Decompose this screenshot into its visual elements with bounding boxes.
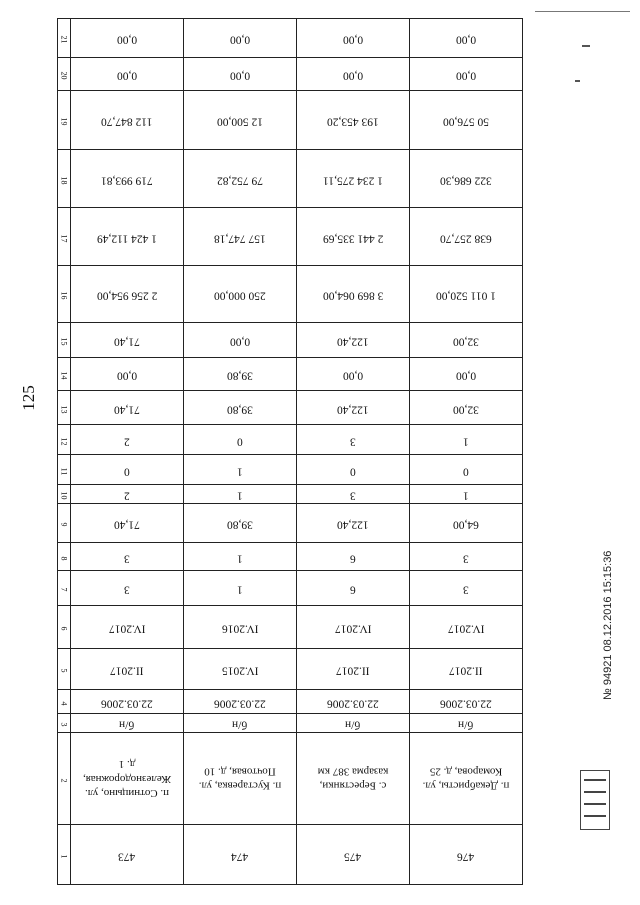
cell-value: 0,00 (116, 369, 138, 382)
cell-value: 50 576,00 (443, 115, 489, 128)
table-row (58, 266, 523, 323)
top-edge-line (535, 11, 630, 12)
cell-value: 1 (237, 489, 243, 502)
cell-value: 32,00 (453, 335, 479, 348)
table-cell (184, 504, 297, 543)
column-index (58, 58, 71, 91)
column-index-label: 17 (59, 234, 69, 242)
cell-value: 0,00 (342, 69, 364, 82)
table-cell (184, 455, 297, 485)
cell-value: п. Кустаревка, ул. Почтовая, д. 10 (198, 765, 282, 792)
table-cell (297, 690, 410, 714)
table-row (58, 391, 523, 425)
column-index (58, 391, 71, 425)
cell-value: 71,40 (114, 518, 140, 531)
table-cell (410, 485, 523, 504)
cell-value: 3 (124, 583, 130, 596)
data-table (57, 18, 523, 885)
table-cell (184, 266, 297, 323)
table-cell (410, 91, 523, 150)
table-cell (297, 358, 410, 391)
cell-value: 2 256 954,00 (96, 289, 158, 302)
table-cell (71, 485, 184, 504)
table-cell (71, 504, 184, 543)
table-cell (297, 543, 410, 571)
cell-value: IV.2015 (221, 664, 259, 677)
cell-value: 1 (463, 489, 469, 502)
table-cell (71, 690, 184, 714)
cell-value: 32,00 (453, 402, 479, 415)
table-row (58, 425, 523, 455)
table-cell (297, 19, 410, 58)
cell-value: 1 (237, 551, 243, 564)
column-index (58, 323, 71, 358)
table-cell (71, 266, 184, 323)
cell-value: 0 (237, 434, 243, 447)
cell-value: 6 (350, 583, 356, 596)
cell-value: 3 (124, 551, 130, 564)
table-cell (410, 649, 523, 690)
cell-value: II.2017 (449, 664, 483, 677)
cell-value: 3 (463, 551, 469, 564)
table-cell (71, 91, 184, 150)
cell-value: 2 (124, 489, 130, 502)
cell-value: 0,00 (342, 33, 364, 46)
table-cell (410, 150, 523, 208)
cell-value: 250 000,00 (214, 289, 266, 302)
cell-value: 638 257,70 (440, 231, 492, 244)
table-cell (297, 266, 410, 323)
table-cell (410, 825, 523, 885)
cell-value: 0,00 (229, 69, 251, 82)
table-cell (71, 733, 184, 825)
seal-icon (580, 770, 610, 830)
cell-value: 122,40 (337, 518, 369, 531)
cell-value: 3 (350, 434, 356, 447)
table-cell (297, 606, 410, 649)
cell-value: 473 (118, 849, 136, 862)
cell-value: 64,00 (453, 518, 479, 531)
table-row (58, 19, 523, 58)
table-row (58, 504, 523, 543)
table-cell (410, 455, 523, 485)
column-index-label: 13 (59, 405, 69, 413)
table-cell (71, 571, 184, 606)
page-number: 125 (18, 385, 38, 411)
table-cell (184, 358, 297, 391)
table-cell (410, 266, 523, 323)
column-index (58, 455, 71, 485)
table-cell (184, 571, 297, 606)
table-cell (297, 825, 410, 885)
column-index (58, 485, 71, 504)
cell-value: 22.03.2006 (327, 696, 379, 709)
cell-value: 1 (463, 434, 469, 447)
table-cell (184, 543, 297, 571)
table-cell (410, 58, 523, 91)
column-index (58, 825, 71, 885)
cell-value: 39,80 (227, 518, 253, 531)
table-cell (71, 150, 184, 208)
table-cell (184, 649, 297, 690)
cell-value: 0,00 (116, 33, 138, 46)
cell-value: п. Декабристы, ул. Комарова, д. 25 (422, 765, 510, 792)
table-cell (71, 649, 184, 690)
cell-value: II.2017 (110, 664, 144, 677)
table-cell (297, 391, 410, 425)
table-cell (71, 58, 184, 91)
table-cell (184, 733, 297, 825)
column-index (58, 208, 71, 266)
table-cell (297, 425, 410, 455)
cell-value: с. Берестянки, казарма 387 км (317, 765, 389, 792)
column-index-label: 10 (59, 491, 69, 500)
column-index-label: 2 (59, 778, 69, 782)
table-cell (410, 391, 523, 425)
cell-value: 71,40 (114, 402, 140, 415)
column-index-label: 5 (59, 668, 69, 673)
cell-value: п. Сотницыно, ул. Железнодорожная, д. 1 (82, 758, 172, 799)
cell-value: 474 (231, 849, 249, 862)
cell-value: 1 (237, 464, 243, 477)
cell-value: 2 441 335,69 (322, 231, 384, 244)
table-cell (410, 543, 523, 571)
column-index-label: 8 (59, 556, 69, 560)
table-cell (297, 714, 410, 733)
column-index (58, 649, 71, 690)
table-cell (184, 825, 297, 885)
cell-value: б/н (345, 718, 361, 731)
table-cell (297, 150, 410, 208)
table-cell (410, 425, 523, 455)
column-index-label: 6 (59, 626, 69, 631)
cell-value: 22.03.2006 (214, 696, 266, 709)
column-index-label: 16 (59, 291, 69, 300)
table-cell (184, 690, 297, 714)
cell-value: 0,00 (342, 369, 364, 382)
column-index-label: 4 (59, 701, 69, 705)
cell-value: II.2017 (336, 664, 370, 677)
cell-value: 3 869 064,00 (322, 289, 384, 302)
cell-value: 0,00 (229, 33, 251, 46)
column-index-label: 14 (59, 371, 69, 380)
cell-value: 12 500,00 (217, 115, 263, 128)
cell-value: 193 453,20 (327, 115, 379, 128)
column-index-label: 1 (59, 854, 69, 858)
cell-value: 0,00 (455, 369, 477, 382)
column-index (58, 714, 71, 733)
margin-mark (575, 80, 580, 82)
table-cell (297, 485, 410, 504)
column-index (58, 606, 71, 649)
cell-value: IV.2016 (221, 622, 259, 635)
column-index-label: 20 (59, 71, 69, 80)
cell-value: 475 (344, 849, 362, 862)
table-row (58, 543, 523, 571)
table-cell (184, 323, 297, 358)
table-cell (184, 58, 297, 91)
table-cell (71, 208, 184, 266)
cell-value: 122,40 (337, 335, 369, 348)
table-cell (410, 504, 523, 543)
table-cell (410, 19, 523, 58)
cell-value: 1 234 275,11 (323, 173, 383, 186)
table-row (58, 208, 523, 266)
table-cell (184, 606, 297, 649)
column-index-label: 19 (59, 117, 69, 126)
table-row (58, 485, 523, 504)
cell-value: 0,00 (116, 69, 138, 82)
table-row (58, 606, 523, 649)
column-index (58, 358, 71, 391)
column-index (58, 690, 71, 714)
cell-value: 122,40 (337, 402, 369, 415)
table-cell (71, 714, 184, 733)
margin-mark (582, 45, 590, 47)
table-row (58, 825, 523, 885)
table-cell (410, 358, 523, 391)
table-cell (297, 571, 410, 606)
cell-value: 0,00 (229, 335, 251, 348)
cell-value: IV.2017 (108, 622, 146, 635)
cell-value: 476 (457, 849, 475, 862)
cell-value: 1 (237, 583, 243, 596)
table-row (58, 91, 523, 150)
table-cell (410, 714, 523, 733)
column-index (58, 150, 71, 208)
cell-value: 0 (350, 464, 356, 477)
cell-value: 157 747,18 (214, 231, 266, 244)
table-cell (297, 733, 410, 825)
table-cell (410, 733, 523, 825)
data-table-container (57, 18, 523, 862)
cell-value: 0 (463, 464, 469, 477)
column-index (58, 425, 71, 455)
table-cell (71, 358, 184, 391)
column-index-label: 15 (59, 337, 69, 346)
cell-value: 6 (350, 551, 356, 564)
cell-value: 2 (124, 434, 130, 447)
cell-value: 1 011 520,00 (436, 289, 496, 302)
table-cell (410, 208, 523, 266)
table-row (58, 571, 523, 606)
cell-value: 3 (463, 583, 469, 596)
table-cell (297, 323, 410, 358)
table-row (58, 358, 523, 391)
cell-value: 719 993,81 (101, 173, 153, 186)
table-cell (297, 91, 410, 150)
table-cell (184, 485, 297, 504)
table-row (58, 150, 523, 208)
table-row (58, 649, 523, 690)
cell-value: 79 752,82 (217, 173, 263, 186)
table-cell (184, 714, 297, 733)
table-cell (71, 19, 184, 58)
table-cell (184, 19, 297, 58)
table-cell (184, 208, 297, 266)
column-index-label: 12 (59, 437, 69, 445)
cell-value: 112 847,70 (101, 115, 153, 128)
table-cell (410, 606, 523, 649)
column-index (58, 733, 71, 825)
table-cell (297, 649, 410, 690)
column-index (58, 571, 71, 606)
cell-value: 22.03.2006 (440, 696, 492, 709)
table-cell (71, 606, 184, 649)
cell-value: б/н (232, 718, 248, 731)
column-index-label: 11 (59, 467, 69, 475)
column-index (58, 91, 71, 150)
table-row (58, 323, 523, 358)
table-cell (184, 425, 297, 455)
cell-value: 0,00 (455, 33, 477, 46)
table-cell (184, 391, 297, 425)
table-cell (297, 504, 410, 543)
column-index (58, 543, 71, 571)
cell-value: 0,00 (455, 69, 477, 82)
cell-value: 3 (350, 489, 356, 502)
column-index (58, 19, 71, 58)
table-cell (410, 571, 523, 606)
table-cell (71, 825, 184, 885)
cell-value: 1 424 112,49 (97, 231, 157, 244)
table-row (58, 455, 523, 485)
cell-value: IV.2017 (447, 622, 485, 635)
table-cell (184, 150, 297, 208)
column-index-label: 21 (59, 35, 69, 44)
table-cell (410, 323, 523, 358)
column-index-label: 7 (59, 587, 69, 592)
cell-value: б/н (119, 718, 135, 731)
table-cell (297, 58, 410, 91)
table-cell (71, 455, 184, 485)
column-index-label: 9 (59, 522, 69, 527)
table-cell (71, 323, 184, 358)
cell-value: 322 686,30 (440, 173, 492, 186)
cell-value: IV.2017 (334, 622, 372, 635)
cell-value: 22.03.2006 (101, 696, 153, 709)
table-cell (297, 208, 410, 266)
table-cell (71, 391, 184, 425)
table-cell (184, 91, 297, 150)
registration-stamp: № 94921 08.12.2016 15:15:36 (602, 550, 614, 700)
table-cell (71, 543, 184, 571)
cell-value: 39,80 (227, 402, 253, 415)
cell-value: 0 (124, 464, 130, 477)
table-row (58, 58, 523, 91)
column-index (58, 504, 71, 543)
cell-value: 39,80 (227, 369, 253, 382)
table-cell (297, 455, 410, 485)
table-row (58, 714, 523, 733)
table-cell (410, 690, 523, 714)
table-row (58, 690, 523, 714)
cell-value: б/н (458, 718, 474, 731)
cell-value: 71,40 (114, 335, 140, 348)
column-index-label: 3 (59, 722, 69, 727)
table-cell (71, 425, 184, 455)
column-index-label: 18 (59, 176, 69, 184)
column-index (58, 266, 71, 323)
table-row (58, 733, 523, 825)
